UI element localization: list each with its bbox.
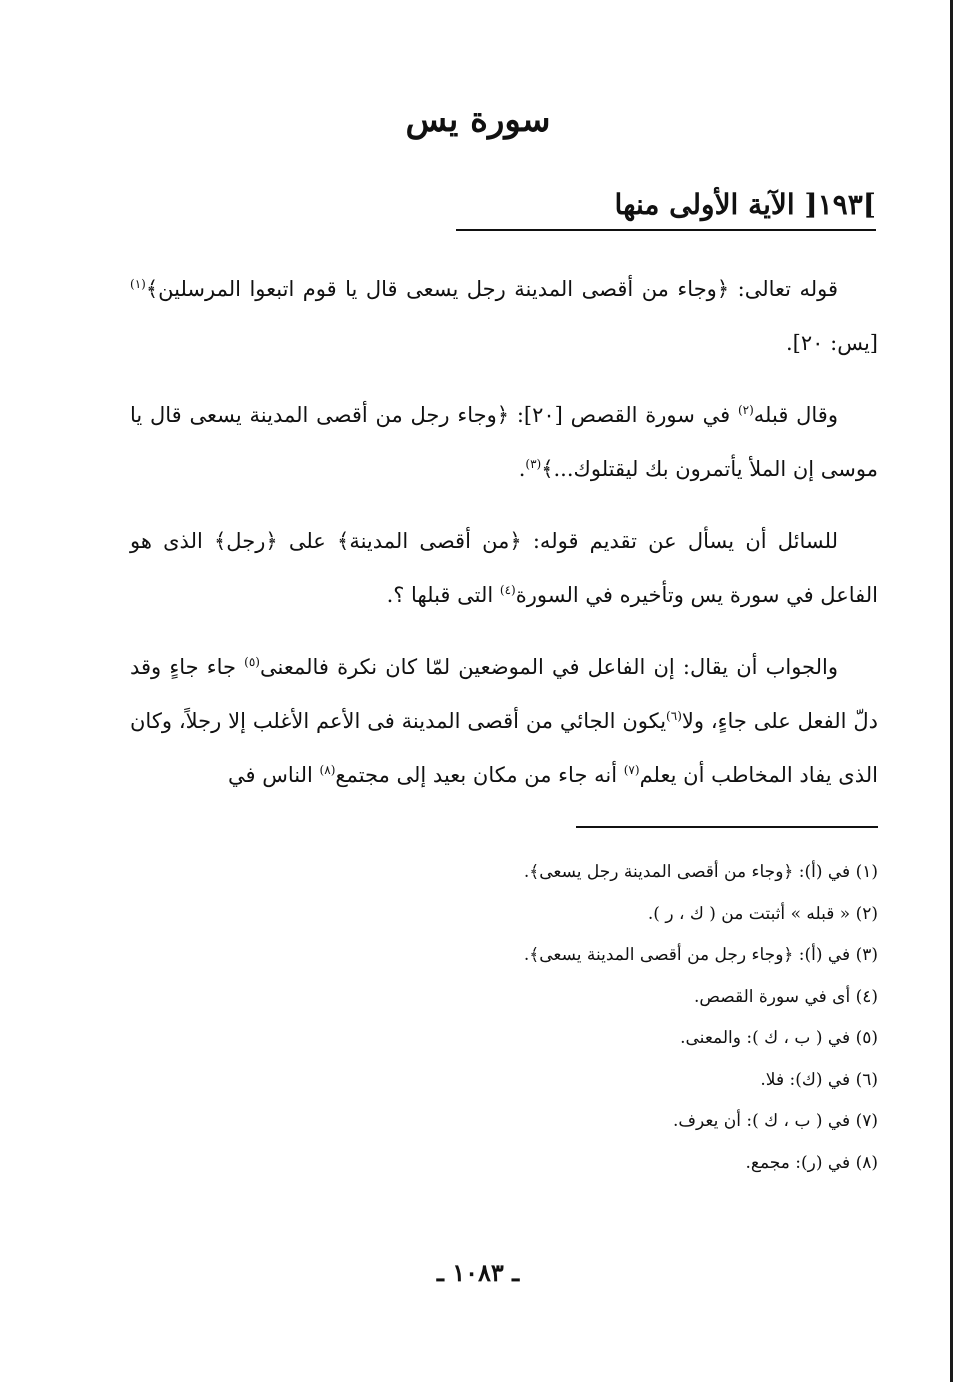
section-heading (456, 188, 876, 231)
paragraph-text: يكون الجائي من أقصى المدينة فى الأعم الأغلب إلا رجلاً، وكان الذى يفاد المخاطب أن يعلم (130, 709, 878, 787)
section-bracket-close: ] (862, 188, 876, 221)
footnote-marker: (٥) (244, 655, 260, 669)
section-bracket-open: [ (804, 188, 818, 221)
paragraph-text: جاء جاءٍ وقد دلّ الفعل على جاءٍ، ولا (130, 655, 878, 733)
paragraph-text: قوله تعالى: ﴿وجاء من أقصى المدينة رجل يسعى قال يا قوم اتبعوا المرسلين﴾ (145, 277, 838, 301)
footnotes-list (130, 852, 878, 1184)
footnote-4: (٤) أى في سورة القصص. (694, 986, 878, 1007)
paragraph-text: الناس في (228, 763, 320, 787)
page-edge-line (950, 0, 953, 1382)
paragraph-text: أنه جاء من مكان بعيد إلى مجتمع (335, 763, 624, 787)
paragraph-4 (130, 640, 878, 802)
footnote-6: (٦) في (ك): فلا. (760, 1069, 878, 1090)
footnote-marker: (٦) (666, 709, 682, 723)
body-text (130, 262, 878, 820)
paragraph-1 (130, 262, 878, 370)
footnote-marker: (٤) (499, 583, 516, 597)
paragraph-text: والجواب أن يقال: إن الفاعل في الموضعين لمّا كان نكرة فالمعنى (259, 655, 838, 679)
paragraph-text: التى قبلها ؟. (386, 583, 500, 607)
paragraph-text: للسائل أن يسأل عن تقديم قوله: ﴿من أقصى المدينة﴾ على ﴿رجل﴾ الذى هو الفاعل في سورة يس وتأخيره في السورة (130, 529, 878, 607)
footnote-8: (٨) في (ر): مجمع. (745, 1152, 878, 1173)
footnote-marker: (٢) (737, 403, 754, 417)
footnote-marker: (٨) (319, 763, 336, 777)
footnote-marker: (٣) (525, 457, 542, 471)
footnote-3: (٣) في (أ): ﴿وجاء رجل من أقصى المدينة يسعى﴾. (523, 945, 878, 965)
footnote-divider (576, 826, 878, 828)
surah-title: سورة يس (405, 100, 551, 140)
paragraph-text: [يس: ٢٠]. (786, 331, 878, 355)
footnote-1: (١) في (أ): ﴿وجاء من أقصى المدينة رجل يسعى﴾. (523, 862, 878, 882)
footnote-marker: (١) (130, 277, 146, 291)
paragraph-text: . (518, 457, 526, 481)
section-title: الآية الأولى منها (614, 188, 795, 221)
paragraph-2 (130, 388, 878, 496)
footnote-2: (٢) « قبله » أثبتت من ( ك ، ر ). (647, 903, 878, 924)
paragraph-text: في سورة القصص [٢٠]: ﴿وجاء رجل من أقصى المدينة يسعى قال يا موسى إن الملأ يأتمرون بك ليقتلوك...﴾ (130, 403, 878, 481)
page-number: ـ ١٠٨٣ ـ (436, 1258, 520, 1287)
footnote-5: (٥) في ( ب ، ك ): والمعنى. (680, 1028, 878, 1048)
paragraph-text: وقال قبله (753, 403, 838, 427)
section-number: ١٩٣ (817, 188, 863, 221)
footnote-7: (٧) في ( ب ، ك ): أن يعرف. (673, 1111, 878, 1131)
footnote-marker: (٧) (623, 763, 640, 777)
paragraph-3 (130, 514, 878, 622)
